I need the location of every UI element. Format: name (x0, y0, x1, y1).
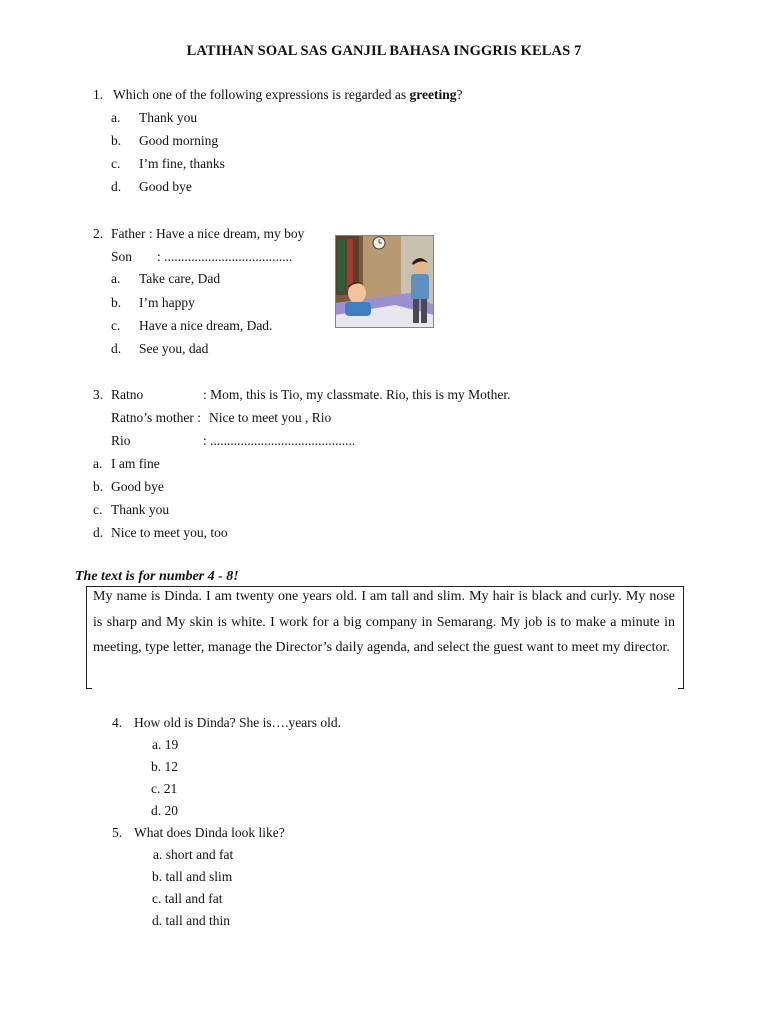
option-text: See you, dad (139, 341, 209, 356)
option: a. 19 (152, 737, 179, 752)
dialogue-line (111, 433, 355, 449)
option (111, 295, 195, 311)
speaker: Rio (111, 433, 131, 448)
speaker: Son (111, 249, 133, 264)
option-letter: c. (93, 502, 103, 517)
speaker: Ratno’s mother : (111, 410, 201, 425)
question-text: What does Dinda look like? (134, 825, 285, 840)
option-text: I’m happy (139, 295, 195, 310)
question-number: 1. (93, 87, 104, 102)
option-letter: d. (111, 179, 122, 194)
option (111, 318, 272, 334)
question-number: 4. (112, 715, 123, 730)
option-text: Nice to meet you, too (111, 525, 228, 540)
option: c. 21 (151, 781, 178, 796)
section-heading: The text is for number 4 - 8! (75, 569, 239, 584)
option (93, 525, 228, 541)
reading-passage: My name is Dinda. I am twenty one years old. I am tall and slim. My hair is black and curly. My nose is sharp and My skin is white. I work for a big company in Semarang. My job is to make a minute in meeting, type letter, manage the Director’s daily agenda, and select the guest want to meet my director. (93, 589, 675, 655)
question-4 (112, 715, 341, 731)
option (111, 110, 197, 126)
father-son-illustration (335, 235, 434, 328)
option-text: Good morning (139, 133, 219, 148)
option: c. tall and fat (152, 891, 223, 906)
dialogue-line (111, 410, 331, 426)
option-letter: b. (111, 295, 122, 310)
option-text: Take care, Dad (139, 271, 221, 286)
question-3 (93, 387, 511, 403)
option-text: Thank you (139, 110, 198, 125)
dialogue-line: Father : Have a nice dream, my boy (111, 226, 305, 241)
question-number: 3. (93, 387, 104, 402)
option-letter: d. (111, 341, 122, 356)
question-text: How old is Dinda? She is….years old. (134, 715, 341, 730)
option-letter: c. (111, 156, 121, 171)
blank: : ...................................... (157, 249, 293, 264)
question-2 (93, 226, 304, 242)
option (111, 156, 225, 172)
option: d. 20 (151, 803, 178, 818)
option (111, 133, 218, 149)
option-letter: a. (93, 456, 103, 471)
option (111, 179, 192, 195)
dialogue-line: : Mom, this is Tio, my classmate. Rio, this is my Mother. (203, 387, 511, 402)
question-suffix: ? (456, 87, 463, 102)
option-letter: d. (93, 525, 104, 540)
option (93, 502, 169, 518)
option-text: Have a nice dream, Dad. (139, 318, 273, 333)
option (111, 341, 208, 357)
option-text: I am fine (111, 456, 160, 471)
option-text: Good bye (139, 179, 192, 194)
blank: : ........................................... (203, 433, 356, 448)
dialogue-text: Nice to meet you , Rio (209, 410, 332, 425)
option: d. tall and thin (152, 913, 230, 928)
option (111, 271, 220, 287)
option: b. 12 (151, 759, 178, 774)
option (93, 456, 160, 472)
question-number: 2. (93, 226, 104, 241)
page-title: LATIHAN SOAL SAS GANJIL BAHASA INGGRIS KELAS 7 (186, 43, 582, 59)
option-letter: b. (111, 133, 122, 148)
option: b. tall and slim (152, 869, 233, 884)
question-keyword: greeting (409, 87, 457, 102)
question-number: 5. (112, 825, 123, 840)
option-text: I’m fine, thanks (139, 156, 225, 171)
dialogue-line (111, 249, 292, 265)
question-text: Which one of the following expressions is regarded as (113, 87, 410, 102)
option (93, 479, 164, 495)
speaker: Ratno (111, 387, 144, 402)
option-text: Thank you (111, 502, 170, 517)
option-letter: a. (111, 110, 121, 125)
question-1 (93, 87, 463, 103)
option-letter: b. (93, 479, 104, 494)
option: a. short and fat (153, 847, 234, 862)
option-letter: a. (111, 271, 121, 286)
option-text: Good bye (111, 479, 164, 494)
question-5 (112, 825, 285, 841)
option-letter: c. (111, 318, 121, 333)
